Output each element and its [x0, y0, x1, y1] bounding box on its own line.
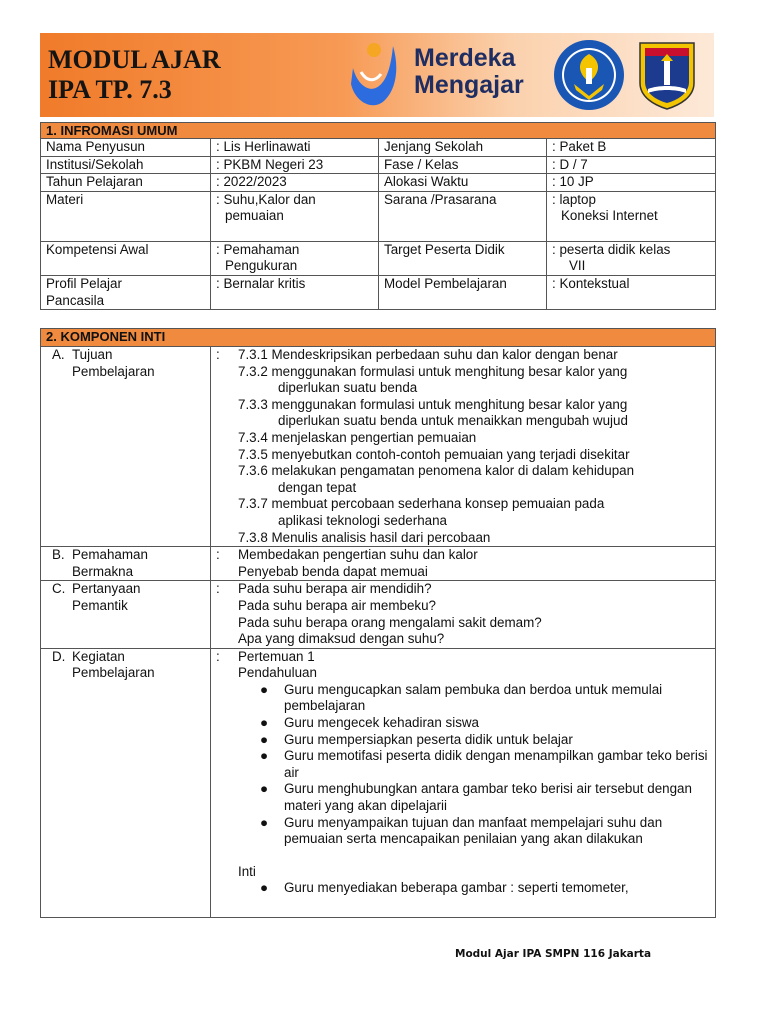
- bullet-icon: ●: [260, 814, 269, 830]
- core-activity-list: [238, 880, 710, 897]
- objective-line: 7.3.8 Menulis analisis hasil dari percobaan: [238, 529, 491, 545]
- kegiatan-content: [211, 648, 716, 917]
- materi-value: [211, 191, 379, 241]
- info-label: Fase / Kelas: [379, 156, 547, 174]
- label-line: Pemantik: [72, 597, 128, 613]
- objective-line-cont: diperlukan suatu benda: [278, 380, 418, 396]
- info-row: [41, 174, 716, 192]
- bullet-icon: ●: [260, 731, 269, 747]
- kompetensi-label: Kompetensi Awal: [41, 241, 211, 275]
- activity-item: [238, 880, 710, 897]
- objective-item: [238, 463, 710, 496]
- label-line: Pembelajaran: [72, 363, 155, 379]
- label-line: Pembelajaran: [72, 665, 155, 681]
- sarana-label: Sarana /Prasarana: [379, 191, 547, 241]
- tujuan-label-text: [72, 347, 155, 380]
- sarana-value: [547, 191, 716, 241]
- pertanyaan-label-text: [72, 581, 141, 614]
- kegiatan-label-text: [72, 649, 155, 682]
- materi-value-line: : Suhu,Kalor dan: [216, 191, 316, 207]
- pemahaman-line: Penyebab benda dapat memuai: [238, 563, 428, 579]
- activity-text: Guru memotifasi peserta didik dengan menampilkan gambar teko berisi air: [284, 748, 708, 780]
- pertanyaan-label: [41, 581, 211, 648]
- kompetensi-value: [211, 241, 379, 275]
- objective-item: [238, 430, 710, 447]
- pemahaman-lines: [238, 547, 710, 580]
- activity-text: Guru mengucapkan salam pembuka dan berdoa untuk memulai pembelajaran: [284, 681, 663, 714]
- label-line: Kegiatan: [72, 648, 125, 664]
- info-label: Alokasi Waktu: [379, 174, 547, 192]
- objective-item: [238, 397, 710, 430]
- info-value: : Lis Herlinawati: [211, 139, 379, 157]
- info-row: [41, 139, 716, 157]
- bullet-icon: ●: [260, 880, 269, 896]
- colon: :: [216, 581, 220, 597]
- title-line-2: IPA TP. 7.3: [48, 75, 172, 104]
- activity-text: Guru menghubungkan antara gambar teko berisi air tersebut dengan materi yang akan dipelajarii: [284, 781, 692, 814]
- kegiatan-body: [238, 649, 710, 897]
- merdeka-mengajar-logo-icon: [347, 38, 405, 112]
- objective-item: [238, 347, 710, 364]
- objective-line: 7.3.1 Mendeskripsikan perbedaan suhu dan kalor dengan benar: [238, 347, 618, 362]
- kegiatan-label: [41, 648, 211, 917]
- profil-label: [41, 275, 211, 309]
- objective-line: 7.3.5 menyebutkan contoh-contoh pemuaian yang terjadi disekitar: [238, 446, 630, 462]
- activity-item: [238, 732, 710, 749]
- pemahaman-line: Membedakan pengertian suhu dan kalor: [238, 547, 478, 563]
- activity-item: [238, 815, 710, 848]
- materi-value-line: pemuaian: [225, 208, 284, 224]
- bullet-icon: ●: [260, 748, 269, 764]
- tujuan-content: [211, 347, 716, 547]
- opening-heading: Pendahuluan: [238, 665, 317, 681]
- colon: :: [216, 648, 220, 664]
- profil-label-line: Profil Pelajar: [46, 275, 122, 291]
- question-line: Apa yang dimaksud dengan suhu?: [238, 631, 445, 647]
- section-1-title: 1. INFROMASI UMUM: [41, 123, 716, 139]
- row-pemahaman: [41, 547, 716, 581]
- pertanyaan-letter: C.: [52, 581, 66, 597]
- kompetensi-value-line: Pengukuran: [225, 258, 298, 274]
- kompetensi-value-line: : Pemahaman: [216, 241, 300, 257]
- general-info-table: [40, 122, 716, 310]
- activity-item: [238, 748, 710, 781]
- target-value: [547, 241, 716, 275]
- objective-line-cont: dengan tepat: [278, 479, 357, 495]
- activity-text: Guru mempersiapkan peserta didik untuk belajar: [284, 731, 573, 747]
- objective-line-cont: aplikasi teknologi sederhana: [278, 512, 447, 528]
- target-value-line: VII: [569, 258, 586, 274]
- model-label: Model Pembelajaran: [379, 275, 547, 309]
- objective-item: [238, 364, 710, 397]
- profil-label-line: Pancasila: [46, 292, 105, 308]
- pemahaman-label: [41, 547, 211, 581]
- materi-label: Materi: [41, 191, 211, 241]
- section-2-title: 2. KOMPONEN INTI: [41, 329, 716, 347]
- activity-item: [238, 715, 710, 732]
- tujuan-label: [41, 347, 211, 547]
- activity-item: [238, 682, 710, 715]
- bullet-icon: ●: [260, 715, 269, 731]
- bullet-icon: ●: [260, 781, 269, 797]
- meeting-heading: Pertemuan 1: [238, 648, 315, 664]
- question-line: Pada suhu berapa air membeku?: [238, 597, 437, 613]
- objective-line: 7.3.7 membuat percobaan sederhana konsep pemuaian pada: [238, 496, 605, 512]
- label-line: Pertanyaan: [72, 581, 141, 597]
- info-value: : 10 JP: [547, 174, 716, 192]
- row-kegiatan: [41, 648, 716, 917]
- objective-line: 7.3.4 menjelaskan pengertian pemuaian: [238, 429, 477, 445]
- question-line: Pada suhu berapa orang mengalami sakit demam?: [238, 614, 542, 630]
- info-row: [41, 156, 716, 174]
- info-label: Nama Penyusun: [41, 139, 211, 157]
- info-value: : D / 7: [547, 156, 716, 174]
- title-line-1: MODUL AJAR: [48, 45, 221, 74]
- info-row-materi: [41, 191, 716, 241]
- target-label: Target Peserta Didik: [379, 241, 547, 275]
- activity-text: Guru menyediakan beberapa gambar : seperti temometer,: [284, 880, 629, 896]
- page-footer: Modul Ajar IPA SMPN 116 Jakarta: [455, 948, 652, 960]
- objective-item: [238, 530, 710, 547]
- header-banner: [40, 33, 714, 117]
- pemahaman-label-text: [72, 547, 148, 580]
- colon: :: [216, 547, 220, 563]
- objective-line: 7.3.2 menggunakan formulasi untuk menghitung besar kalor yang: [238, 363, 628, 379]
- objective-item: [238, 447, 710, 464]
- brand-line-1: Merdeka: [414, 44, 516, 72]
- jakarta-coat-of-arms-icon: [634, 39, 700, 111]
- section-1-header: [41, 123, 716, 139]
- activity-item: [238, 781, 710, 814]
- pemahaman-content: [211, 547, 716, 581]
- info-label: Tahun Pelajaran: [41, 174, 211, 192]
- row-tujuan: [41, 347, 716, 547]
- core-components-table: [40, 328, 716, 918]
- objective-line-cont: diperlukan suatu benda untuk menaikkan mengubah wujud: [278, 413, 628, 429]
- info-value: : PKBM Negeri 23: [211, 156, 379, 174]
- bullet-icon: ●: [260, 681, 269, 697]
- row-pertanyaan: [41, 581, 716, 648]
- info-row-kompetensi: [41, 241, 716, 275]
- objective-list: [238, 347, 710, 546]
- objective-line: 7.3.6 melakukan pengamatan penomena kalor di dalam kehidupan: [238, 463, 635, 479]
- tujuan-letter: A.: [52, 347, 65, 362]
- info-value: : Paket B: [547, 139, 716, 157]
- opening-activity-list: [238, 682, 710, 848]
- info-label: Jenjang Sekolah: [379, 139, 547, 157]
- pertanyaan-content: [211, 581, 716, 648]
- label-line: Tujuan: [72, 347, 113, 362]
- kegiatan-letter: D.: [52, 648, 66, 664]
- objective-line: 7.3.3 menggunakan formulasi untuk menghitung besar kalor yang: [238, 396, 628, 412]
- model-value: : Kontekstual: [547, 275, 716, 309]
- label-line: Bermakna: [72, 563, 134, 579]
- sarana-value-line: Koneksi Internet: [561, 208, 658, 224]
- info-row-profil: [41, 275, 716, 309]
- brand-line-2: Mengajar: [414, 71, 524, 99]
- pemahaman-letter: B.: [52, 547, 65, 563]
- core-heading: Inti: [238, 863, 256, 879]
- question-line: Pada suhu berapa air mendidih?: [238, 581, 432, 597]
- spacer: [238, 848, 710, 864]
- merdeka-mengajar-wordmark: [414, 45, 524, 99]
- target-value-line: : peserta didik kelas: [552, 241, 671, 257]
- info-value: : 2022/2023: [211, 174, 379, 192]
- activity-text: Guru mengecek kehadiran siswa: [284, 715, 480, 731]
- objective-item: [238, 496, 710, 529]
- activity-text: Guru menyampaikan tujuan dan manfaat mempelajari suhu dan pemuaian serta mencapaikan penilaian yang akan dilakukan: [284, 814, 663, 847]
- section-2-header: [41, 329, 716, 347]
- tut-wuri-handayani-logo-icon: [552, 38, 626, 112]
- profil-value: : Bernalar kritis: [211, 275, 379, 309]
- info-label: Institusi/Sekolah: [41, 156, 211, 174]
- label-line: Pemahaman: [72, 547, 148, 563]
- colon: :: [216, 347, 220, 362]
- module-title: [48, 45, 221, 105]
- sarana-value-line: : laptop: [552, 191, 596, 207]
- pertanyaan-lines: [238, 581, 710, 647]
